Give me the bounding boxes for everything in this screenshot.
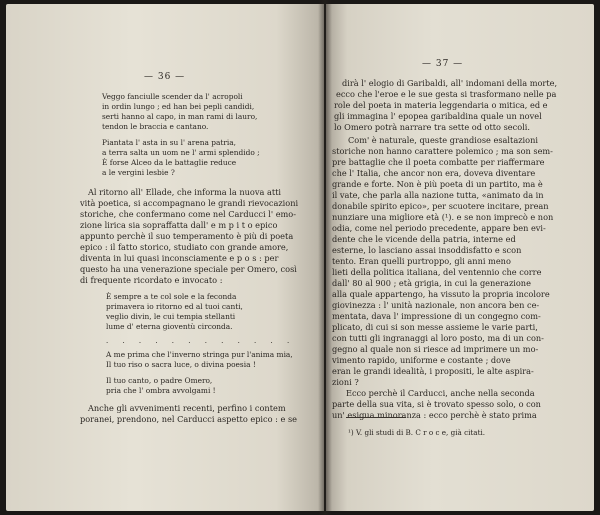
body-line: grande e forte. Non è più poeta di un partito, ma è <box>332 179 543 189</box>
body-line: vimento rapido, uniforme e costante ; dove <box>332 355 511 365</box>
body-line: appunto perchè il suo temperamento è più di poeta <box>80 231 294 241</box>
verse-line: tendon le braccia e cantano. <box>102 122 209 131</box>
body-line: dall' 80 al 900 ; età grigia, in cui la generazione <box>332 278 531 288</box>
body-line: giovinezza : l' unità nazionale, non ancora ben ce- <box>332 300 540 310</box>
body-line: lo Omero potrà narrare tra sette od otto secoli. <box>334 122 530 132</box>
body-line: zione lirica sia sopraffatta dall' e m p i t o epico <box>80 220 278 230</box>
left-page <box>6 4 324 511</box>
body-line: gegno al quale non si riesce ad imprimere un mo- <box>332 344 539 354</box>
body-line: che l' Italia, che ancor non era, doveva diventare <box>332 168 536 178</box>
body-line: zioni ? <box>332 377 359 387</box>
body-line: nunziare una migliore età (¹). e se non imprecò e non <box>332 212 554 222</box>
right-page <box>326 4 594 511</box>
verse-line: A me prima che l'inverno stringa pur l'anima mia, <box>106 350 293 359</box>
body-line: dirà l' elogio di Garibaldi, all' indomani della morte, <box>342 78 558 88</box>
body-line: Ecco perchè il Carducci, anche nella seconda <box>346 388 535 398</box>
body-line: epico : il fatto storico, studiato con grande amore, <box>80 242 289 252</box>
body-line: storiche, che confermano come nel Carducci l' emo- <box>80 209 297 219</box>
body-line: dente che le vicende della patria, interne ed <box>332 234 516 244</box>
body-line: role del poeta in materia leggendaria o mitica, ed e <box>334 100 548 110</box>
body-line: pre battaglie che il poeta combatte per riaffermare <box>332 157 545 167</box>
verse-line: Veggo fanciulle scender da l' acropoli <box>102 92 243 101</box>
body-line: Anche gli avvenimenti recenti, perfino i contem <box>88 403 286 413</box>
body-line: donabile spirito epico», per scuotere incitare, prean <box>332 201 549 211</box>
body-line: di frequente ricordato e invocato : <box>80 275 223 285</box>
body-line: odia, come nel periodo precedente, appare ben evi- <box>332 223 546 233</box>
verse-line: serti hanno al capo, in man rami di lauro, <box>102 112 258 121</box>
body-line: plicato, di cui si son messe assieme le varie parti, <box>332 322 538 332</box>
verse-line: È forse Alceo da le battaglie reduce <box>102 158 237 167</box>
body-line: lieti della politica italiana, del ventennio che corre <box>332 267 542 277</box>
body-line: questo ha una venerazione speciale per Omero, così <box>80 264 297 274</box>
body-line: il vate, che parla alla nazione tutta, «animato da in <box>332 190 544 200</box>
body-line: tento. Eran quelli purtroppo, gli anni meno <box>332 256 511 266</box>
body-line: gli immagina l' epopea garibaldina quale un novel <box>334 111 542 121</box>
body-line: poranei, prendono, nel Carducci aspetto epico : e se <box>80 414 298 424</box>
body-line: Com' è naturale, queste grandiose esaltazioni <box>348 135 538 145</box>
book-gutter <box>318 0 332 515</box>
body-line: diventa in lui quasi inconsciamente e p o s : per <box>80 253 279 263</box>
page-number: — 36 — <box>144 72 186 82</box>
body-line: mentata, dava l' impressione di un congegno com- <box>332 311 541 321</box>
verse-line: pria che l' ombra avvolgami ! <box>106 386 216 395</box>
body-line: parte della sua vita, si è trovato spesso solo, o con <box>332 399 541 409</box>
verse-line: È sempre a te col sole e la feconda <box>106 292 237 301</box>
verse-line: Il tuo canto, o padre Omero, <box>106 376 213 385</box>
verse-line: Piantata l' asta in su l' arena patria, <box>102 138 236 147</box>
ellipsis-dots: . . . . . . . . . . . . <box>106 337 296 345</box>
verse-line: lume d' eterna gioventù circonda. <box>106 322 233 331</box>
body-line: storiche non hanno carattere polemico ; ma son sem- <box>332 146 553 156</box>
body-line: Al ritorno all' Ellade, che informa la nuova atti <box>88 187 282 197</box>
body-line: eran le grandi idealità, i propositi, le alte aspira- <box>332 366 534 376</box>
body-line: esterne, lo lasciano assai insoddisfatto e scon <box>332 245 522 255</box>
body-line: ecco che l'eroe e le sue gesta si trasformano nelle pa <box>336 89 557 99</box>
page-number: — 37 — <box>422 59 464 69</box>
verse-line: Il tuo riso o sacra luce, o divina poesia ! <box>106 360 256 369</box>
verse-line: primavera io ritorno ed al tuoi canti, <box>106 302 243 311</box>
verse-line: in ordin lungo ; ed han bei pepli candidi, <box>102 102 255 111</box>
verse-line: a le vergini lesbie ? <box>102 168 175 177</box>
verse-line: a terra salta un uom ne l' armi splendido ; <box>102 148 260 157</box>
body-line: alla quale appartengo, ha vissuto la propria incolore <box>332 289 550 299</box>
verse-line: veglio divin, le cui tempia stellanti <box>106 312 236 321</box>
body-line: vità poetica, si accompagnano le grandi rievocazioni <box>80 198 299 208</box>
footnote: ¹) V. gli studi di B. C r o c e, già citati. <box>348 428 486 437</box>
body-line: un' esigua minoranza : ecco perchè è stato prima <box>332 410 537 420</box>
body-line: con tutti gli ingranaggi al loro posto, ma di un con- <box>332 333 544 343</box>
footnote-rule <box>346 417 406 418</box>
